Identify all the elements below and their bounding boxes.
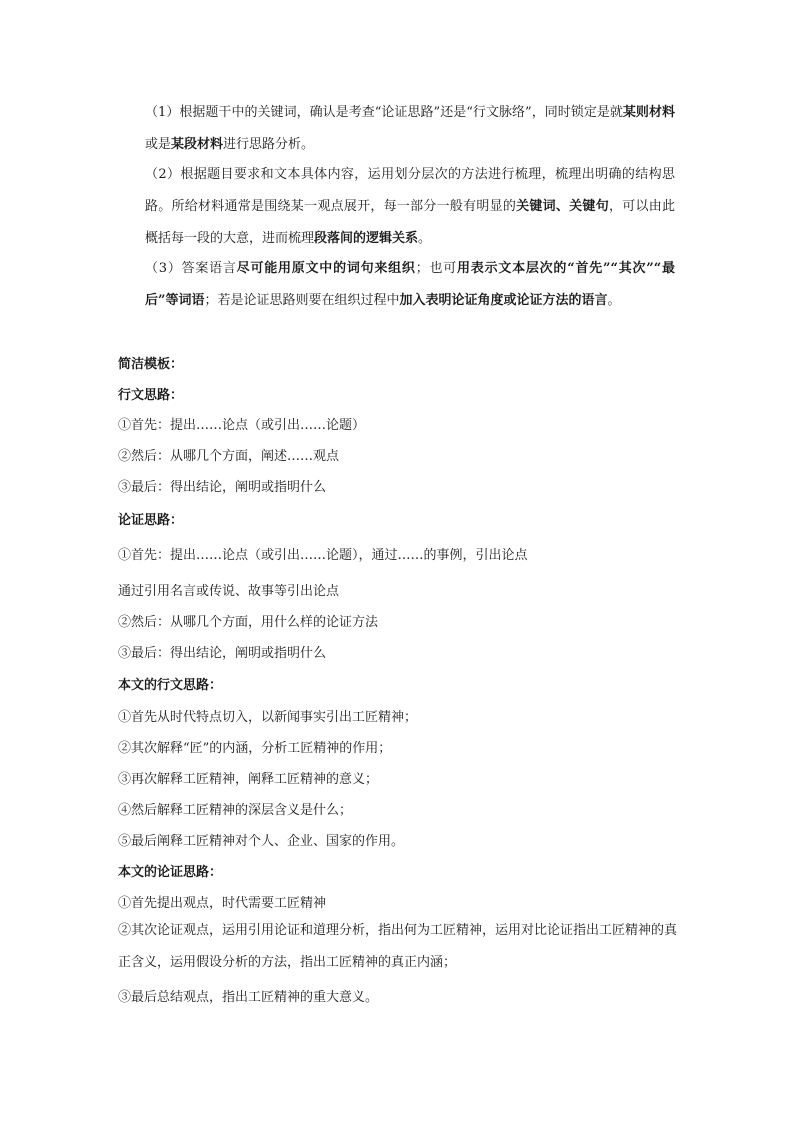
article-argument-item: ③最后总结观点，指出工匠精神的重大意义。 (118, 990, 379, 1005)
method-3-bold-3: 加入表明论证角度或论证方法的语言 (399, 293, 608, 308)
writing-title: 行文思路： (118, 388, 184, 403)
method-paragraph-3 (145, 253, 675, 317)
method-1-bold-2: 某段材料 (171, 137, 224, 152)
method-2-bold-1: 关键词、关键句 (516, 199, 609, 214)
method-2-text-2: ，可以由此概括每一段的大意，进而梳理 (145, 199, 675, 246)
method-1-bold-1: 某则材料 (622, 105, 675, 120)
method-2-text-3: 。 (418, 231, 432, 246)
argument-item: ③最后：得出结论，阐明或指明什么 (118, 646, 327, 661)
article-argument-title: 本文的论证思路： (118, 865, 223, 880)
article-writing-title: 本文的行文思路： (118, 678, 223, 693)
article-writing-item: ③再次解释工匠精神，阐释工匠精神的意义； (118, 772, 379, 787)
article-writing-item: ④然后解释工匠精神的深层含义是什么； (118, 803, 353, 818)
method-1-text-2: 或是 (145, 137, 172, 152)
argument-title: 论证思路： (118, 513, 184, 528)
method-3-text-2: ；也可 (415, 261, 458, 276)
template-title: 简洁模板： (118, 357, 184, 372)
argument-item: ②然后：从哪几个方面，用什么样的论证方法 (118, 615, 379, 630)
method-3-text-4: 。 (607, 293, 621, 308)
method-3-bold-2: 用表示文本层次的“首先”“其次”“最后”等词语 (145, 261, 675, 308)
argument-item: ①首先：提出……论点（或引出……论题），通过……的事例，引出论点 (118, 548, 528, 563)
method-3-bold-1: 尽可能用原文中的词句来组织 (236, 261, 416, 276)
method-3-text: （3）答案语言 (145, 261, 237, 276)
writing-item: ③最后：得出结论，阐明或指明什么 (118, 480, 327, 495)
article-writing-item: ⑤最后阐释工匠精神对个人、企业、国家的作用。 (118, 834, 405, 849)
method-1-text-3: 进行思路分析。 (223, 137, 315, 152)
method-3-text-3: ；若是论证思路则要在组织过程中 (204, 293, 400, 308)
method-2-bold-2: 段落间的逻辑关系 (314, 231, 419, 246)
article-writing-item: ②其次解释“匠”的内涵，分析工匠精神的作用； (118, 741, 392, 756)
writing-item: ①首先：提出……论点（或引出……论题） (118, 418, 366, 433)
article-writing-item: ①首先从时代特点切入，以新闻事实引出工匠精神； (118, 710, 418, 725)
method-paragraph-2 (145, 159, 675, 255)
article-argument-item: ①首先提出观点，时代需要工匠精神 (118, 896, 327, 911)
method-1-text: （1）根据题干中的关键词，确认是考查“论证思路”还是“行文脉络”，同时锁定是就 (145, 105, 623, 120)
method-paragraph-1 (145, 97, 675, 161)
method-2-text: （2）根据题目要求和文本具体内容，运用划分层次的方法进行梳理，梳理出明确的结构思路。所给材料通常是围绕某一观点展开，每一部分一般有明显的 (145, 167, 675, 214)
article-argument-item: ②其次论证观点，运用引用论证和道理分析，指出何为工匠精神，运用对比论证指出工匠精神的真正含义，运用假设分析的方法，指出工匠精神的真正内涵； (118, 923, 678, 970)
argument-item: 通过引用名言或传说、故事等引出论点 (118, 584, 340, 599)
writing-item: ②然后：从哪几个方面，阐述……观点 (118, 449, 340, 464)
